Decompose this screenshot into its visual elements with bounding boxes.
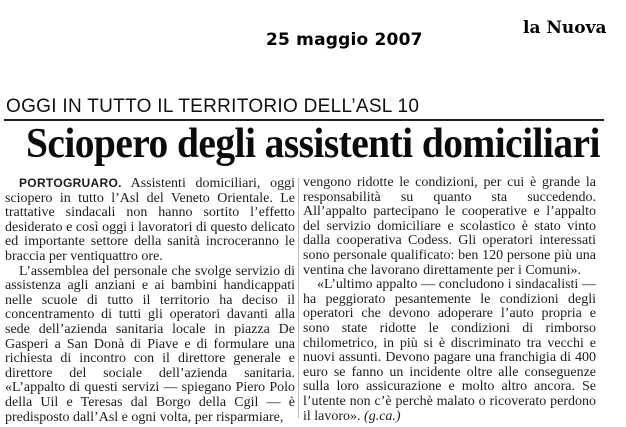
paragraph-4-text: «L’ultimo appalto — concludono i sindacalisti — ha peggiorato pesantemente le condizioni degli operatori che devono adoperare l’auto propria e sono state ridotte le condizioni di rimborso chilometrico, in più si è discriminato tra vecchi e nuovi assunti. Devono pagare una franchigia di 400 euro se fanno un incidente oltre alle conseguenze sulla loro assicurazione e molto altro ancora. Se l’utente non c’è perchè malato o ricoverato perdono il lavoro». (303, 277, 596, 424)
paragraph-2: L’assemblea del personale che svolge servizio di assistenza agli anziani e ai bambini handicappati nelle scuole di tutto il territorio ha deciso il concentramento di tutti gli operatori davanti alla sede dell’azienda sanitaria locale in piazza De Gasperi a San Donà di Piave e di formulare una richiesta di incontro con il direttore generale e direttore del sociale dell’azienda sanitaria. «L’appalto di questi servizi — spiegano Piero Polo della Uil e Teresas dal Borgo della Cgil — è predisposto dall’Asl e ogni volta, per risparmiare, (5, 263, 295, 425)
article-column-left (5, 176, 295, 425)
author-signature: (g.ca.) (364, 408, 401, 424)
article-kicker: OGGI IN TUTTO IL TERRITORIO DELL’ASL 10 (6, 96, 420, 117)
article-headline: Sciopero degli assistenti domiciliari (26, 121, 600, 167)
newspaper-masthead: la Nuova (523, 18, 607, 38)
paragraph-3: vengono ridotte le condizioni, per cui è grande la responsabilità su quanto sta succedendo. All’appalto partecipano le cooperative e l’appalto del servizio domiciliare e scolastico è stato vinto dalla cooperativa Codess. Gli operatori interessati sono personale qualificato: ben 120 persone più una ventina che lavorano direttamente per i Comuni». (303, 175, 596, 278)
publication-date: 25 maggio 2007 (266, 30, 423, 50)
article-column-right (303, 176, 596, 424)
paragraph-1 (5, 176, 295, 265)
column-divider (298, 178, 299, 418)
paragraph-4 (303, 278, 596, 424)
paragraph-1-text: Assistenti domiciliari, oggi sciopero in tutto l’Asl del Veneto Orientale. Le trattative sindacali non hanno sortito l’effetto desiderato e così oggi i lavoratori di questo delicato ed importante settore della sanità incroceranno le braccia per ventiquattro ore. (5, 176, 295, 264)
dateline: PORTOGRUARO. (19, 176, 122, 190)
